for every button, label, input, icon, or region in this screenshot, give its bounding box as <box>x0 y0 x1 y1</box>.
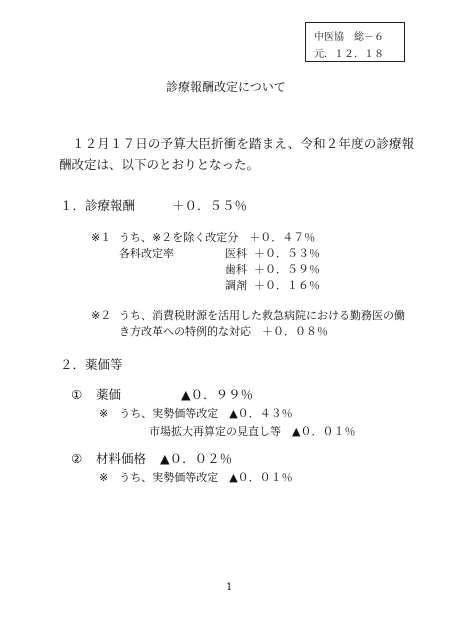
rate-value-dental: ＋０．５９％ <box>254 263 320 276</box>
intro-line-2: 酬改定は、以下のとおりとなった。 <box>59 157 260 172</box>
note2-mark: ※２ <box>91 309 112 322</box>
item1-value: ▲０．９９％ <box>181 387 254 402</box>
note2-line-1: うち、消費税財源を活用した救急病院における勤務医の働 <box>119 309 405 322</box>
intro-line-1: １２月１７日の予算大臣折衝を踏まえ、令和２年度の診療報 <box>72 136 415 151</box>
note1-text: うち、※２を除く改定分 ＋０．４７％ <box>119 231 316 244</box>
rate-value-medical: ＋０．５３％ <box>254 247 320 260</box>
note1-sub-label: 各科改定率 <box>119 247 174 260</box>
rate-label-dispensing: 調剤 <box>225 279 247 292</box>
page-title: 診療報酬改定について <box>166 80 286 94</box>
rate-label-medical: 医科 <box>225 247 247 260</box>
section1-heading: １．診療報酬 <box>60 198 136 213</box>
note1-mark: ※１ <box>91 231 112 244</box>
item1-sub-1: ※ うち、実勢価等改定 ▲０．４３％ <box>99 407 293 420</box>
document-id-box <box>305 22 405 62</box>
document-id-line1: 中医協 総－６ <box>314 32 384 43</box>
item1-label: 薬価 <box>96 387 122 402</box>
note2-line-2: き方改革への特例的な対応 ＋０．０８％ <box>119 325 328 338</box>
item1-sub-2: 市場拡大再算定の見直し等 ▲０．０１％ <box>149 425 356 438</box>
item2-label: 材料価格 <box>96 451 147 466</box>
item2-sub-1: ※ うち、実勢価等改定 ▲０．０１％ <box>99 471 293 484</box>
item2-number: ② <box>71 451 83 466</box>
rate-value-dispensing: ＋０．１６％ <box>254 279 320 292</box>
section1-value: ＋０．５５％ <box>172 198 248 213</box>
document-id-line2: 元．１２．１８ <box>314 49 384 60</box>
page-number: 1 <box>226 582 233 593</box>
item1-number: ① <box>71 387 83 402</box>
section2-heading: ２．薬価等 <box>60 357 123 372</box>
rate-label-dental: 歯科 <box>225 263 247 276</box>
item2-value: ▲０．０２％ <box>160 451 233 466</box>
